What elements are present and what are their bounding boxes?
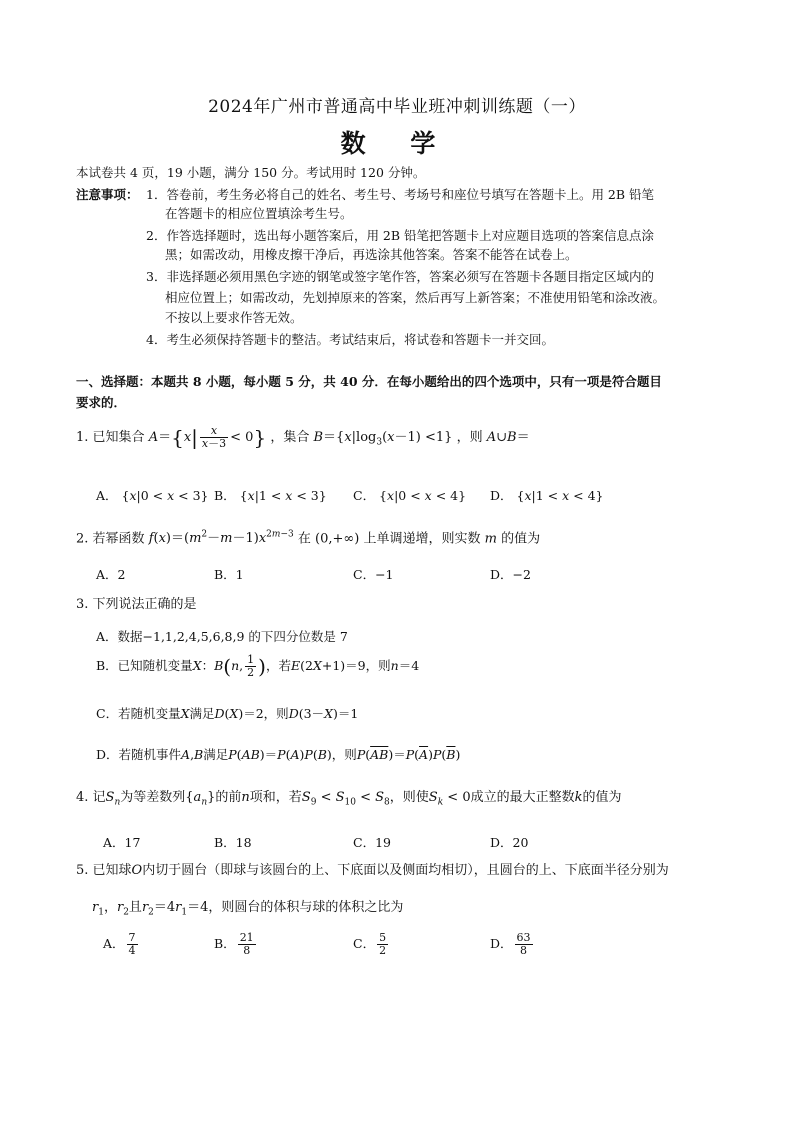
subject-title: 数 学	[340, 129, 454, 158]
note-line: 黑；如需改动，用橡皮擦干净后，再选涂其他答案。答案不能答在试卷上。	[165, 247, 578, 262]
q1-option-c: C． {x|0 < x < 4}	[353, 488, 467, 503]
question-5-cont: $r_1$，$r_2$且$r_2=4r_1=4$，则圆台的体积与球的体积之比为	[92, 900, 404, 918]
question-5: 5. 已知球O内切于圆台（即球与该圆台的上、下底面以及侧面均相切），且圆台的上、下底面半径分别为	[76, 863, 669, 878]
section-heading: 一、选择题：本题共 8 小题，每小题 5 分，共 40 分．在每小题给出的四个选项中，只有一项是符合题目	[76, 374, 662, 389]
q2-option-d: D．−2	[490, 567, 531, 582]
section-heading-cont: 要求的．	[76, 395, 127, 410]
notice-label: 注意事项：	[76, 187, 139, 202]
q2-interval: (0,+∞)	[315, 531, 360, 547]
q5-option-b: B． $\frac{21}{8}$	[214, 931, 254, 957]
note-line: 不按以上要求作答无效。	[165, 310, 303, 325]
exam-summary: 本试卷共 4 页，19 小题，满分 150 分。考试用时 120 分钟。	[76, 165, 426, 180]
q5-option-a: A． $\frac{7}{4}$	[103, 931, 136, 957]
q1-set-b: $B=\{x|\log_3(x-1) <1\}$	[313, 430, 453, 448]
note-line: 4．考生必须保持答题卡的整洁。考试结束后，将试卷和答题卡一并交回。	[146, 332, 554, 347]
note-line: 在答题卡的相应位置填涂考生号。	[165, 206, 353, 221]
question-1	[76, 425, 530, 455]
q2-option-b: B．1	[214, 567, 244, 582]
note-line: 1．答卷前，考生务必将自己的姓名、考生号、考场号和座位号填写在答题卡上。用 2B 铅笔	[146, 187, 655, 202]
q1-option-d: D． {x|1 < x < 4}	[490, 488, 604, 503]
question-4: 4. 记$S_n$为等差数列$\{a_n\}$的前n项和，若$S_9 < S_{10} < S_8$，则使$S_k < 0$成立的最大正整数k的值为	[76, 790, 622, 808]
q1-union: A∪B＝	[486, 430, 530, 445]
q4-option-c: C．19	[353, 835, 391, 850]
q1-prefix: 1. 已知集合	[76, 430, 145, 445]
exam-title: 2024年广州市普通高中毕业班冲刺训练题（一）	[208, 97, 586, 117]
q4-option-d: D．20	[490, 835, 529, 850]
q2-option-a: A．2	[96, 567, 126, 582]
q5-option-c: C． $\frac{5}{2}$	[353, 931, 387, 957]
q3-option-c: C．若随机变量X满足D(X)＝2，则D(3－X)＝1	[96, 706, 359, 721]
q3-option-a: A．数据−1,1,2,4,5,6,8,9 的下四分位数是 7	[96, 629, 348, 644]
q2-option-c: C．−1	[353, 567, 394, 582]
q5-option-d: D． $\frac{63}{8}$	[490, 931, 531, 957]
q4-option-b: B．18	[214, 835, 252, 850]
q2-function: $f(x)=(m^2-m-1)x^{2m-3}$	[148, 530, 294, 547]
note-line: 3．非选择题必须用黑色字迹的钢笔或签字笔作答，答案必须写在答题卡各题目指定区域内的	[146, 269, 654, 284]
q3-option-b: B．已知随机变量X：B(n, $\frac{1}{2}$ )，若E(2X+1)＝9，则n＝4	[96, 653, 420, 679]
note-line: 2．作答选择题时，选出每小题答案后，用 2B 铅笔把答题卡上对应题目选项的答案信息点涂	[146, 228, 655, 243]
q1-suffix: ，则	[456, 430, 483, 445]
q4-option-a: A．17	[103, 835, 141, 850]
q1-mid: ，集合	[270, 430, 310, 445]
q1-option-b: B． {x|1 < x < 3}	[214, 488, 327, 503]
q3-option-d: D．若随机事件A,B满足P(AB)＝P(A)P(B)，则$P(\overline{AB})=P(\overline{A})P(\overline{B})$	[96, 747, 461, 762]
note-line: 相应位置上；如需改动，先划掉原来的答案，然后再写上新答案；不准使用铅笔和涂改液。	[165, 290, 666, 305]
question-3: 3. 下列说法正确的是	[76, 597, 197, 612]
question-2: 2. 若幂函数 $f(x)=(m^2-m-1)x^{2m-3}$ 在 (0,+∞) 上单调递增，则实数 m 的值为	[76, 530, 541, 547]
q1-option-a: A． {x|0 < x < 3}	[96, 488, 209, 503]
q1-set-a: A＝{x| $\frac{x}{x-3}$ < 0}	[148, 424, 267, 450]
